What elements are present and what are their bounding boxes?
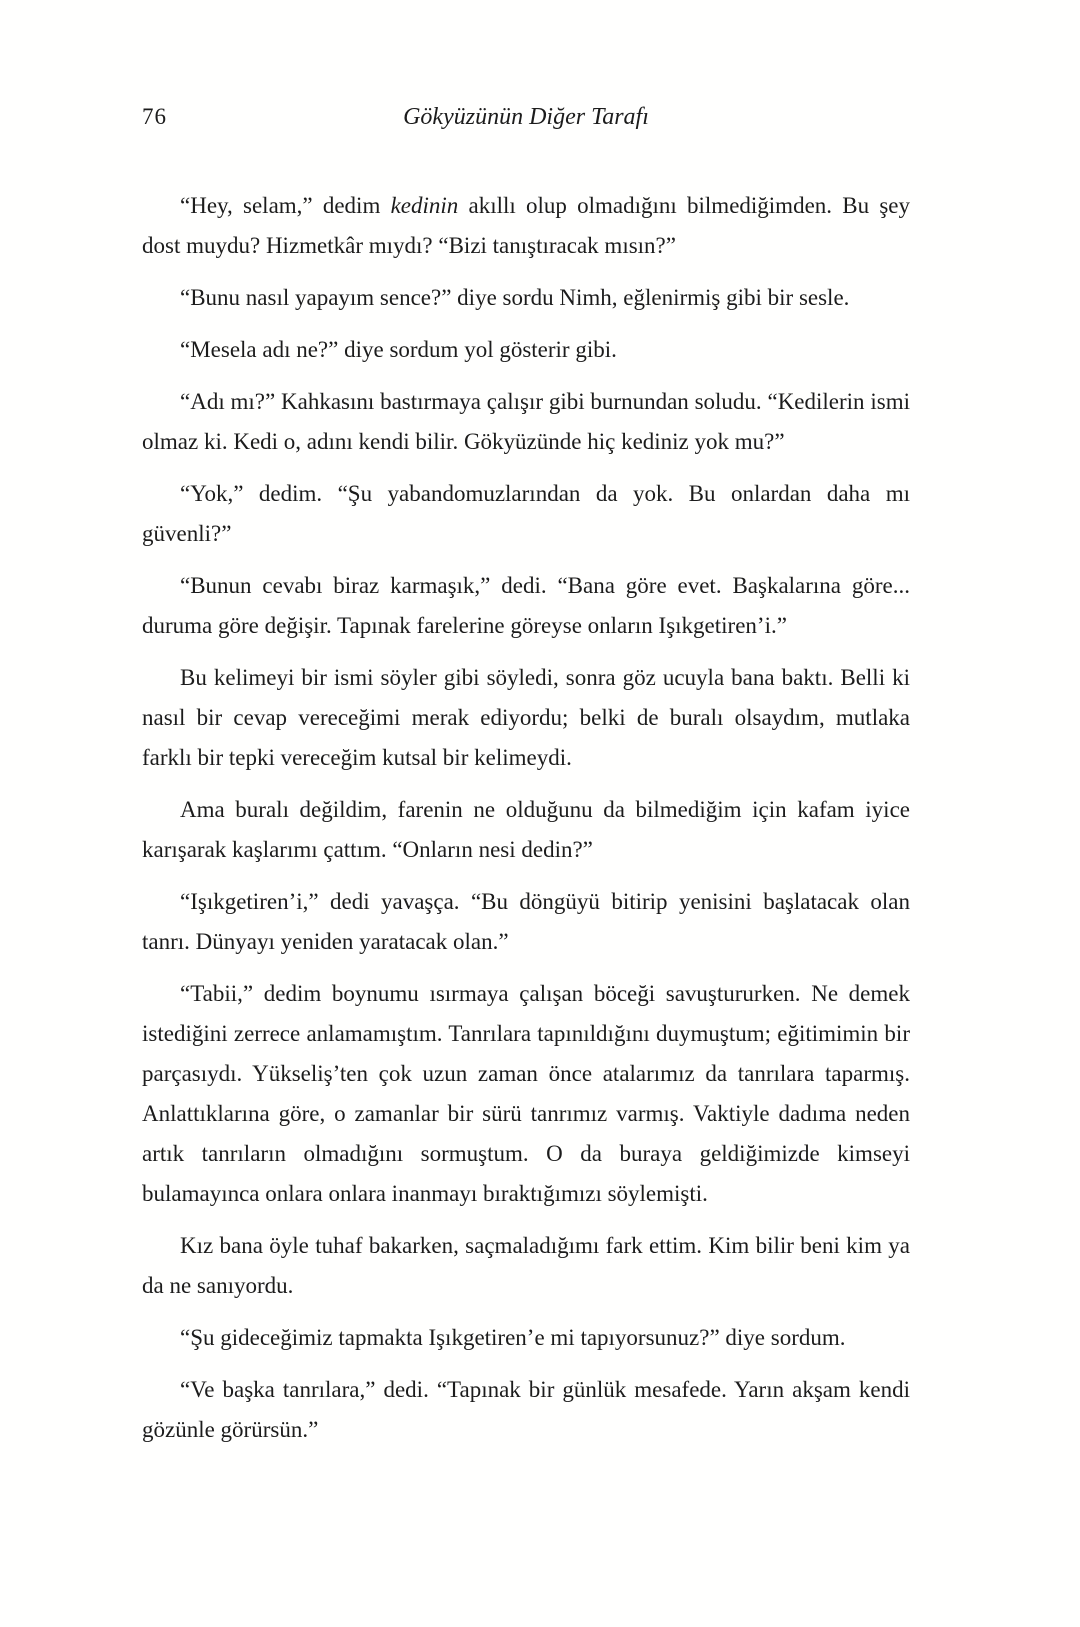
paragraph bbox=[142, 474, 910, 554]
paragraph bbox=[142, 974, 910, 1214]
text-segment: “Adı mı?” Kahkasını bastırmaya çalışır gibi burnundan soludu. “Kedilerin ismi olmaz ki. Kedi o, adını kendi bilir. Gökyüzünde hiç kediniz yok mu?” bbox=[142, 389, 910, 454]
text-segment: “Bunu nasıl yapayım sence?” diye sordu Nimh, eğlenirmiş gibi bir sesle. bbox=[180, 285, 850, 310]
text-segment: “Tabii,” dedim boynumu ısırmaya çalışan böceği savuştururken. Ne demek istediğini zerrece anlamamıştım. Tanrılara tapınıldığını duymuştum; eğitimimin bir parçasıydı. Yükseliş’ten çok uzun zaman önce atalarımız da tanrılara taparmış. Anlattıklarına göre, o zamanlar bir sürü tanrımız varmış. Vaktiyle dadıma neden artık tanrıların olmadığını sormuştum. O da buraya geldiğimizde kimseyi bulamayınca onlara onlara inanmayı bıraktığımızı söylemişti. bbox=[142, 981, 910, 1206]
text-segment: “Işıkgetiren’i,” dedi yavaşça. “Bu döngüyü bitirip yenisini başlatacak olan tanrı. Dünyayı yeniden yaratacak olan.” bbox=[142, 889, 910, 954]
text-segment: “Hey, selam,” dedim bbox=[180, 193, 391, 218]
paragraph bbox=[142, 566, 910, 646]
italic-text-segment: kedinin bbox=[390, 193, 459, 218]
paragraph bbox=[142, 330, 910, 370]
text-block bbox=[142, 186, 910, 1450]
text-segment: Kız bana öyle tuhaf bakarken, saçmaladığımı fark ettim. Kim bilir beni kim ya da ne sanıyordu. bbox=[142, 1233, 910, 1298]
text-segment: “Şu gideceğimiz tapmakta Işıkgetiren’e mi tapıyorsunuz?” diye sordum. bbox=[180, 1325, 846, 1350]
paragraph bbox=[142, 658, 910, 778]
text-segment: akıllı olup olmadığını bilmediğimden. Bu şey dost muydu? Hizmetkâr mıydı? “Bizi tanıştıracak mısın?” bbox=[142, 193, 910, 258]
text-segment: Ama buralı değildim, farenin ne olduğunu da bilmediğim için kafam iyice karışarak kaşlarımı çattım. “Onların nesi dedin?” bbox=[142, 797, 910, 862]
text-segment: Bu kelimeyi bir ismi söyler gibi söyledi, sonra göz ucuyla bana baktı. Belli ki nasıl bir cevap vereceğimi merak ediyordu; belki de buralı olsaydım, mutlaka farklı bir tepki vereceğim kutsal bir kelimeydi. bbox=[142, 665, 910, 770]
running-header-title: Gökyüzünün Diğer Tarafı bbox=[403, 104, 649, 130]
text-segment: “Mesela adı ne?” diye sordum yol gösterir gibi. bbox=[180, 337, 617, 362]
text-segment: “Yok,” dedim. “Şu yabandomuzlarından da yok. Bu onlardan daha mı güvenli?” bbox=[142, 481, 910, 546]
paragraph bbox=[142, 382, 910, 462]
page-number: 76 bbox=[142, 104, 167, 129]
page-header bbox=[142, 104, 910, 138]
text-segment: “Bunun cevabı biraz karmaşık,” dedi. “Bana göre evet. Başkalarına göre... duruma göre değişir. Tapınak farelerine göreyse onların Işıkgetiren’i.” bbox=[142, 573, 910, 638]
text-segment: “Ve başka tanrılara,” dedi. “Tapınak bir günlük mesafede. Yarın akşam kendi gözünle görürsün.” bbox=[142, 1377, 910, 1442]
paragraph bbox=[142, 1370, 910, 1450]
paragraph bbox=[142, 278, 910, 318]
paragraph bbox=[142, 1226, 910, 1306]
paragraph bbox=[142, 882, 910, 962]
paragraph bbox=[142, 186, 910, 266]
paragraph bbox=[142, 1318, 910, 1358]
paragraph bbox=[142, 790, 910, 870]
